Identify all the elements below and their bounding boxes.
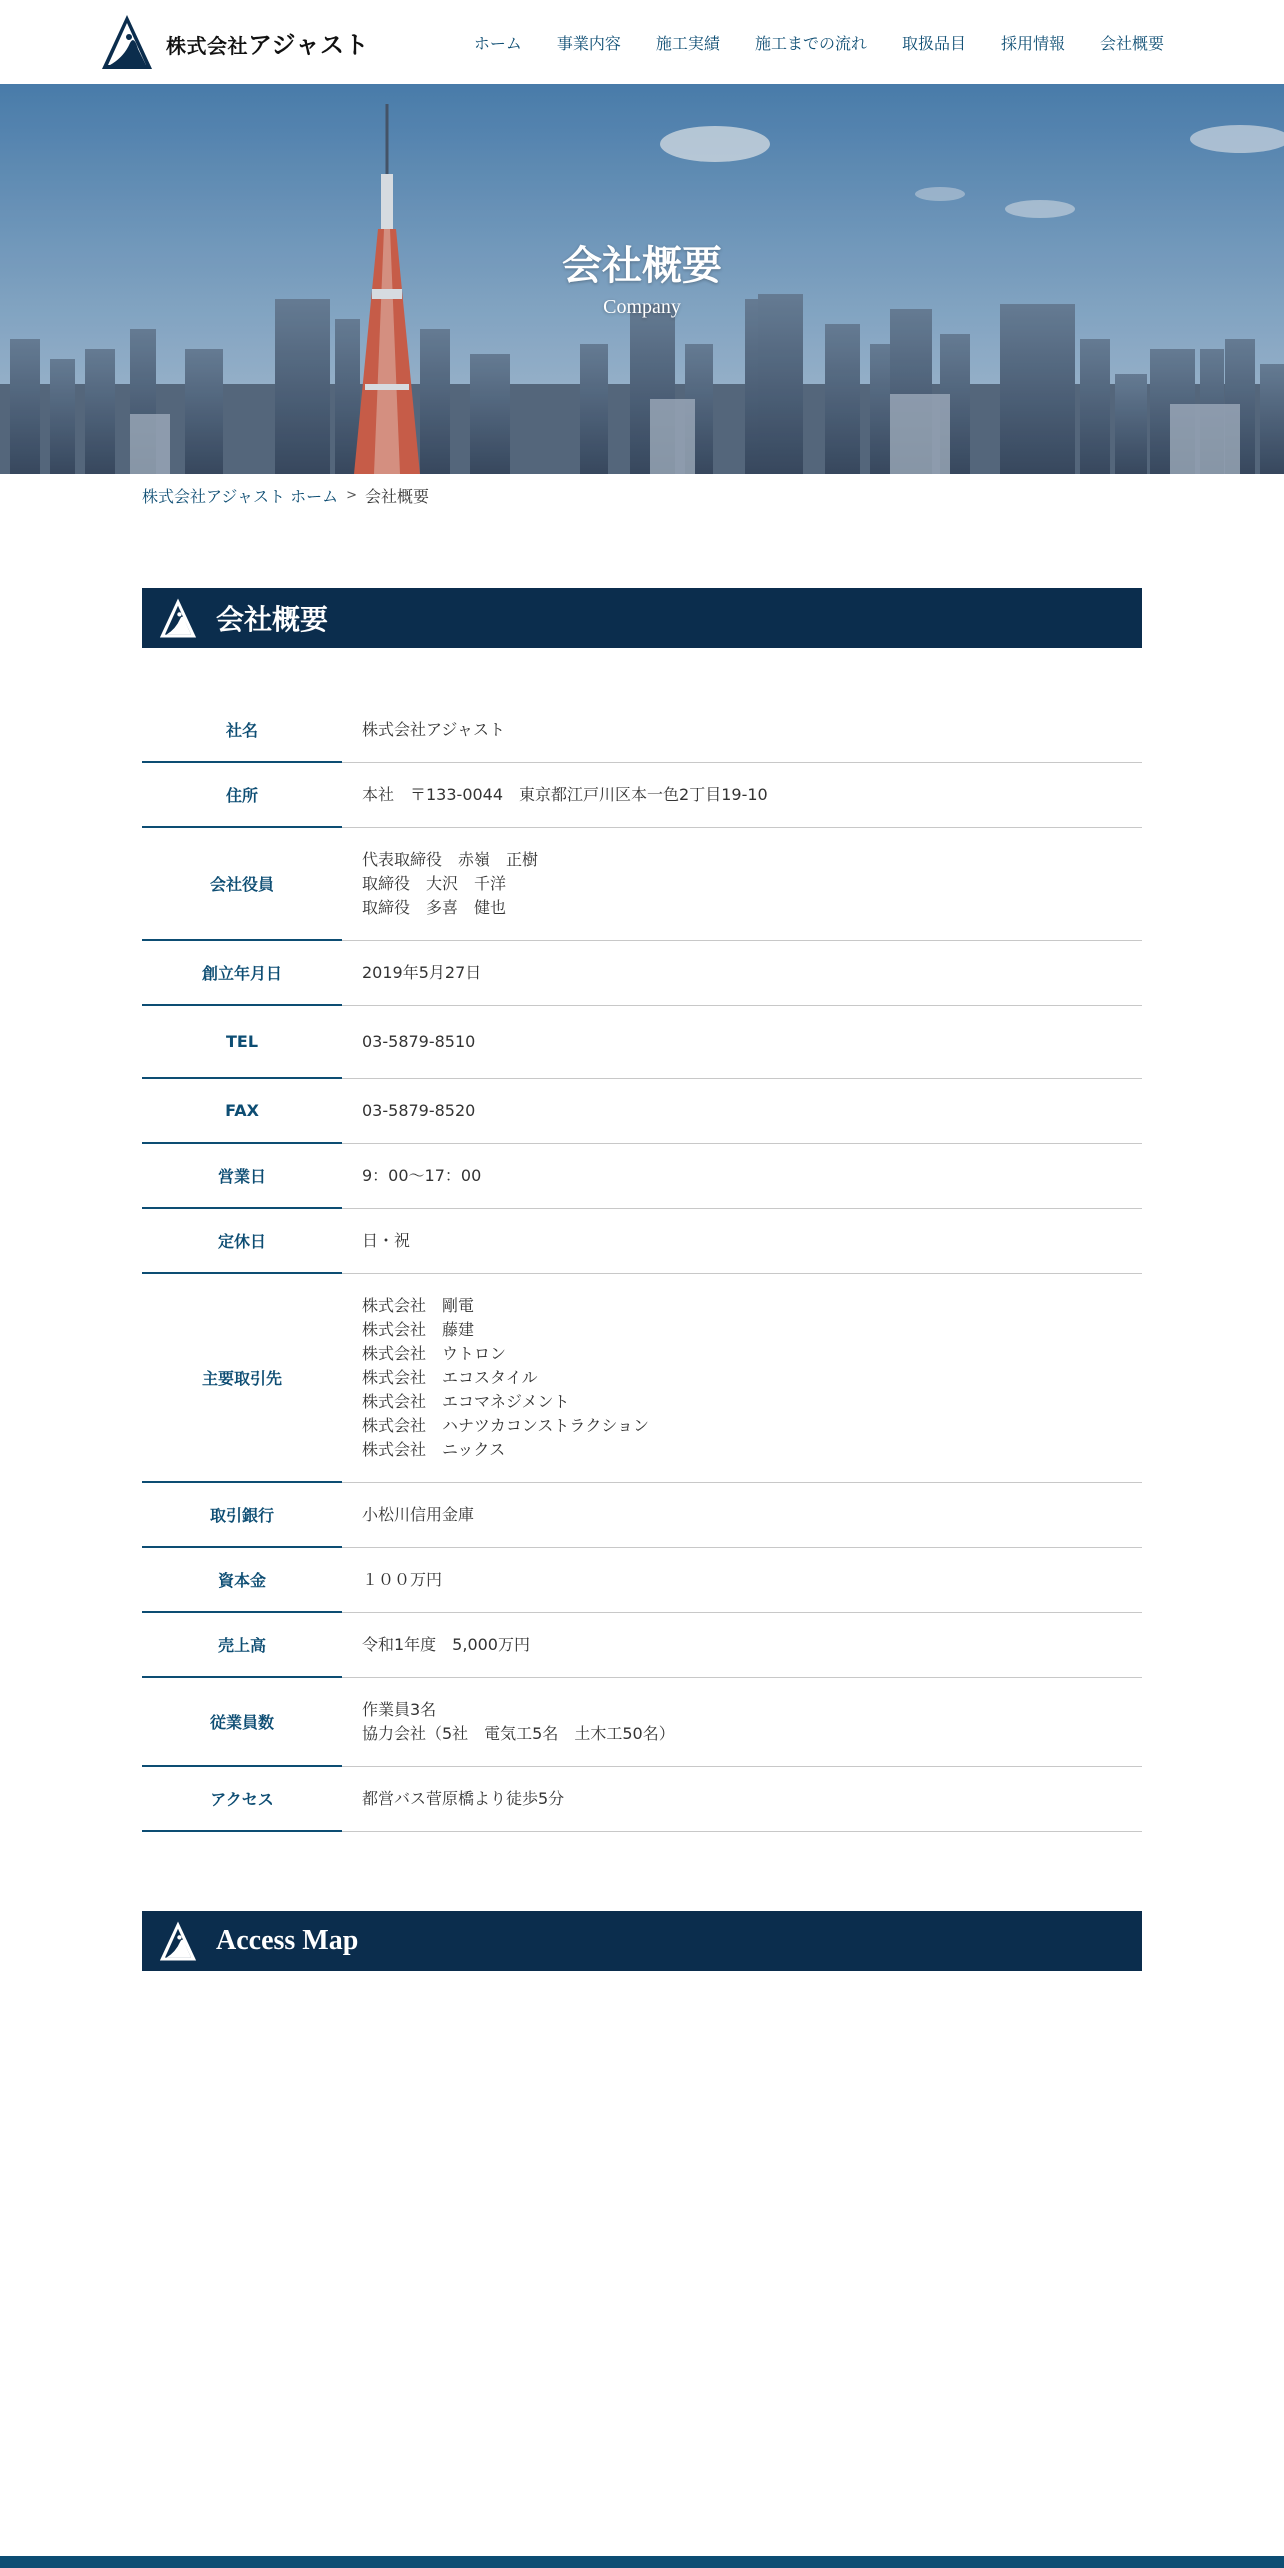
table-row [142, 1678, 1142, 1767]
table-row [142, 1767, 1142, 1832]
logo-text-small: 株式会社 [166, 33, 248, 58]
nav-flow[interactable]: 施工までの流れ [754, 33, 867, 53]
table-row-value [342, 763, 1142, 828]
table-row [142, 1006, 1142, 1079]
table-row-label: 取引銀行 [142, 1483, 342, 1548]
logo-triangle-icon [158, 1920, 198, 1962]
site-logo[interactable] [100, 13, 369, 71]
table-row-label: 資本金 [142, 1548, 342, 1613]
table-row-value [342, 1209, 1142, 1274]
breadcrumb-separator: > [346, 488, 358, 503]
table-row-label: TEL [142, 1006, 342, 1079]
table-value-line: 03-5879-8510 [362, 1032, 476, 1051]
company-outline-table [142, 698, 1142, 1832]
logo-triangle-icon [158, 597, 198, 639]
table-value-line: 取締役 大沢 千洋 [362, 874, 507, 893]
table-row [142, 763, 1142, 828]
table-row-value [342, 698, 1142, 763]
table-row-label: FAX [142, 1079, 342, 1144]
breadcrumb-current: 会社概要 [365, 487, 430, 506]
table-row [142, 1274, 1142, 1483]
hero-title: 会社概要 [562, 243, 722, 289]
table-row-label: 社名 [142, 698, 342, 763]
nav-business[interactable]: 事業内容 [556, 33, 621, 53]
table-value-line: 株式会社 ハナツカコンストラクション [362, 1416, 650, 1435]
table-value-line: 株式会社アジャスト [362, 720, 506, 739]
nav-home[interactable]: ホーム [473, 33, 522, 53]
table-row-value [342, 1079, 1142, 1144]
footer-bar [0, 2556, 1284, 2568]
table-value-line: 2019年5月27日 [362, 963, 482, 982]
nav-company[interactable]: 会社概要 [1099, 33, 1164, 53]
table-value-line: 株式会社 ウトロン [362, 1344, 507, 1363]
table-row-value [342, 1006, 1142, 1079]
table-row-label: アクセス [142, 1767, 342, 1832]
section-title: Access Map [216, 1925, 359, 1956]
table-row [142, 941, 1142, 1006]
table-row-value [342, 1678, 1142, 1767]
table-row-label: 会社役員 [142, 828, 342, 941]
table-value-line: 03-5879-8520 [362, 1101, 476, 1120]
table-row-value [342, 1274, 1142, 1483]
table-row-label: 定休日 [142, 1209, 342, 1274]
table-row-value [342, 1144, 1142, 1209]
nav-works[interactable]: 施工実績 [655, 33, 720, 53]
table-row-label: 住所 [142, 763, 342, 828]
global-nav [439, 0, 1164, 84]
table-row-value [342, 1483, 1142, 1548]
table-value-line: 日・祝 [362, 1231, 411, 1250]
logo-triangle-icon [100, 13, 154, 71]
table-value-line: １００万円 [362, 1570, 443, 1589]
table-value-line: 株式会社 藤建 [362, 1320, 475, 1339]
table-row-label: 営業日 [142, 1144, 342, 1209]
table-row-value [342, 828, 1142, 941]
table-row-label: 従業員数 [142, 1678, 342, 1767]
hero-subtitle: Company [603, 296, 681, 318]
table-row-value [342, 1767, 1142, 1832]
section-heading-access [142, 1911, 1142, 1971]
table-row-label: 創立年月日 [142, 941, 342, 1006]
table-value-line: 株式会社 ニックス [362, 1440, 506, 1459]
hero-banner [0, 84, 1284, 474]
table-value-line: 作業員3名 [362, 1700, 437, 1719]
breadcrumb [142, 484, 429, 507]
table-row-value [342, 941, 1142, 1006]
nav-products[interactable]: 取扱品目 [901, 33, 966, 53]
table-value-line: 令和1年度 5,000万円 [362, 1635, 530, 1654]
logo-text-big: アジャスト [248, 29, 370, 59]
table-value-line: 協力会社（5社 電気工5名 土木工50名） [362, 1724, 675, 1743]
breadcrumb-home-link[interactable]: 株式会社アジャスト ホーム [142, 487, 339, 506]
table-row-label: 主要取引先 [142, 1274, 342, 1483]
table-value-line: 株式会社 エコスタイル [362, 1368, 538, 1387]
table-row [142, 698, 1142, 763]
table-row [142, 828, 1142, 941]
table-row-value [342, 1613, 1142, 1678]
table-value-line: 代表取締役 赤嶺 正樹 [362, 850, 539, 869]
table-value-line: 9：00～17：00 [362, 1166, 482, 1185]
table-row [142, 1079, 1142, 1144]
table-row [142, 1209, 1142, 1274]
table-value-line: 株式会社 剛電 [362, 1296, 475, 1315]
table-row [142, 1548, 1142, 1613]
logo-text [166, 25, 369, 60]
table-value-line: 株式会社 エコマネジメント [362, 1392, 570, 1411]
table-row [142, 1144, 1142, 1209]
table-value-line: 都営バス菅原橋より徒歩5分 [362, 1789, 565, 1808]
table-row [142, 1483, 1142, 1548]
table-value-line: 本社 〒133-0044 東京都江戸川区本一色2丁目19-10 [362, 785, 768, 804]
table-row-value [342, 1548, 1142, 1613]
table-value-line: 小松川信用金庫 [362, 1505, 475, 1524]
section-title: 会社概要 [216, 603, 329, 636]
table-value-line: 取締役 多喜 健也 [362, 898, 507, 917]
section-heading-outline [142, 588, 1142, 648]
site-header [0, 0, 1284, 84]
table-row-label: 売上高 [142, 1613, 342, 1678]
table-row [142, 1613, 1142, 1678]
nav-recruit[interactable]: 採用情報 [1000, 33, 1065, 53]
